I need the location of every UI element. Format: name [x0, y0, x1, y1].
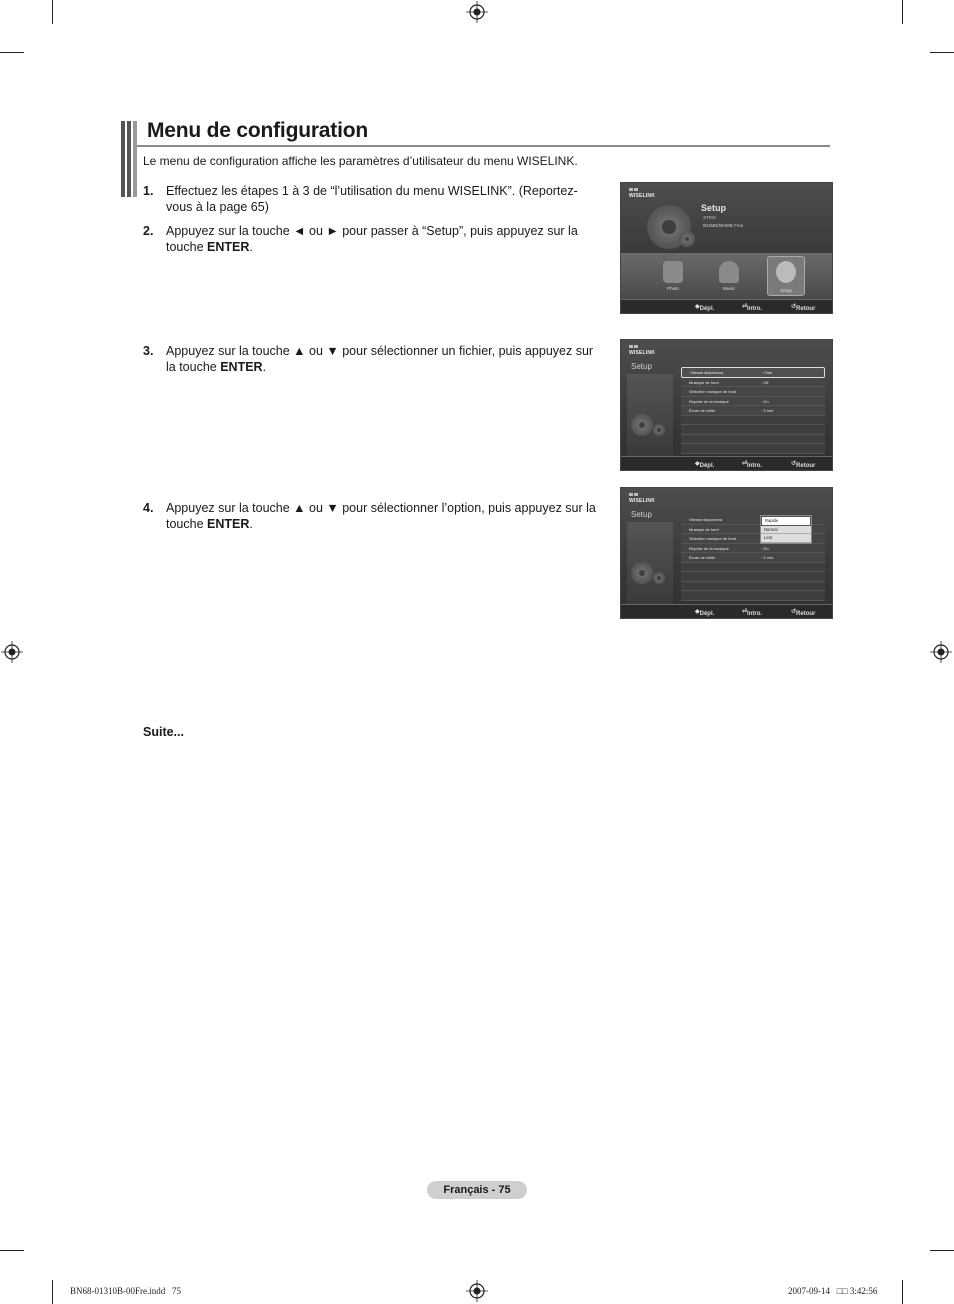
move-hint: ◆ Dépl. [695, 461, 715, 469]
menu-row[interactable]: Reprise de la musique : On [681, 544, 825, 554]
crop-mark [0, 52, 24, 53]
step-number: 4. [143, 501, 154, 515]
menu-row-empty [681, 425, 825, 435]
menu-row[interactable]: Musique de fond : Off [681, 378, 825, 388]
gear-icon [631, 562, 653, 584]
side-label: Setup [631, 510, 652, 519]
menu-row[interactable]: Reprise de la musique : On [681, 397, 825, 407]
title-decoration [121, 121, 137, 197]
gear-icon [653, 572, 665, 584]
step-number: 3. [143, 344, 154, 358]
menu-row[interactable]: Vitesse diaporama : Fast [681, 367, 825, 378]
step-text: Appuyez sur la touche ▲ ou ▼ pour sélectionner l’option, puis appuyez sur la touche ENTER. [166, 501, 596, 531]
tv-screen-setup-option [620, 487, 833, 619]
dropdown-option[interactable]: Lent [761, 534, 811, 543]
menu-row-empty [681, 591, 825, 601]
menu-row-empty [681, 416, 825, 426]
crop-mark [902, 1280, 903, 1304]
menu-row[interactable]: Écran de veille : 3 min. [681, 406, 825, 416]
page-number-badge: Français - 75 [427, 1181, 527, 1199]
intro-paragraph: Le menu de configuration affiche les paramètres d’utilisateur du menu WISELINK. [143, 154, 578, 168]
menu-row-empty [681, 444, 825, 454]
menu-row-empty [681, 582, 825, 592]
side-label: Setup [631, 362, 652, 371]
registration-mark-icon [1, 641, 23, 663]
gear-icon [679, 231, 695, 247]
title-rule [137, 145, 830, 147]
wiselink-logo: WISELINK [629, 492, 655, 504]
enter-hint: ⏎ Intro. [742, 461, 763, 469]
headphones-icon [719, 261, 739, 283]
status-bar [621, 604, 832, 618]
enter-hint: ⏎ Intro. [742, 304, 763, 312]
move-hint: ◆ Dépl. [695, 304, 715, 312]
registration-mark-icon [466, 1, 488, 23]
crop-mark [930, 52, 954, 53]
menu-row[interactable]: Sélection musique de fond : [681, 387, 825, 397]
gear-icon [631, 414, 653, 436]
crop-mark [52, 1280, 53, 1304]
menu-row[interactable]: Sélection musique de fond [681, 534, 825, 544]
tv-screen-setup-home [620, 182, 833, 314]
menu-row-empty [681, 435, 825, 445]
status-bar [621, 456, 832, 470]
file-slug: BN68-01310B-00Fre.indd 75 [70, 1286, 181, 1296]
move-hint: ◆ Dépl. [695, 609, 715, 617]
return-hint: ↺ Retour [791, 461, 816, 469]
crop-mark [902, 0, 903, 24]
tv-screen-setup-menu [620, 339, 833, 471]
return-hint: ↺ Retour [791, 304, 816, 312]
menu-row-empty [681, 563, 825, 573]
photo-icon [663, 261, 683, 283]
step-number: 1. [143, 184, 154, 198]
step-text: Effectuez les étapes 1 à 3 de “l’utilisation du menu WISELINK”. (Reportez-vous à la page 65) [166, 184, 578, 214]
side-panel [627, 374, 673, 456]
return-hint: ↺ Retour [791, 609, 816, 617]
dropdown-option[interactable]: Normal [761, 526, 811, 535]
tile-label: Photo [667, 286, 679, 291]
menu-row-empty [681, 572, 825, 582]
screen-title: Setup [701, 203, 727, 213]
device-name: XTICK [703, 215, 717, 220]
settings-list [681, 367, 825, 454]
crop-mark [0, 1250, 24, 1251]
registration-mark-icon [930, 641, 952, 663]
music-tile[interactable] [713, 257, 745, 293]
tile-label: Music [723, 286, 735, 291]
step-text: Appuyez sur la touche ◄ ou ► pour passer à “Setup”, puis appuyez sur la touche ENTER. [166, 224, 578, 254]
photo-tile[interactable] [657, 257, 689, 293]
crop-mark [930, 1250, 954, 1251]
status-bar [621, 299, 832, 313]
wiselink-logo: WISELINK [629, 187, 655, 199]
continued-label: Suite... [143, 725, 184, 739]
option-dropdown [760, 515, 812, 544]
gear-icon [653, 424, 665, 436]
registration-mark-icon [466, 1280, 488, 1302]
tile-label: Setup [780, 288, 792, 293]
step-number: 2. [143, 224, 154, 238]
menu-row[interactable]: Musique de fond [681, 525, 825, 535]
enter-hint: ⏎ Intro. [742, 609, 763, 617]
setup-tile[interactable] [767, 256, 805, 296]
step-text: Appuyez sur la touche ▲ ou ▼ pour sélectionner un fichier, puis appuyez sur la touche ENTER. [166, 344, 594, 374]
menu-row[interactable]: Écran de veille : 3 min. [681, 553, 825, 563]
storage-info: 801MB/994MB Free [703, 223, 744, 228]
side-panel [627, 522, 673, 604]
page-title: Menu de configuration [147, 119, 368, 142]
print-timestamp: 2007-09-14 □□ 3:42:56 [788, 1286, 878, 1296]
wiselink-logo: WISELINK [629, 344, 655, 356]
dropdown-option[interactable]: Rapide [761, 516, 811, 526]
gear-icon [776, 261, 796, 283]
menu-row[interactable]: Vitesse diaporama [681, 515, 825, 525]
crop-mark [52, 0, 53, 24]
